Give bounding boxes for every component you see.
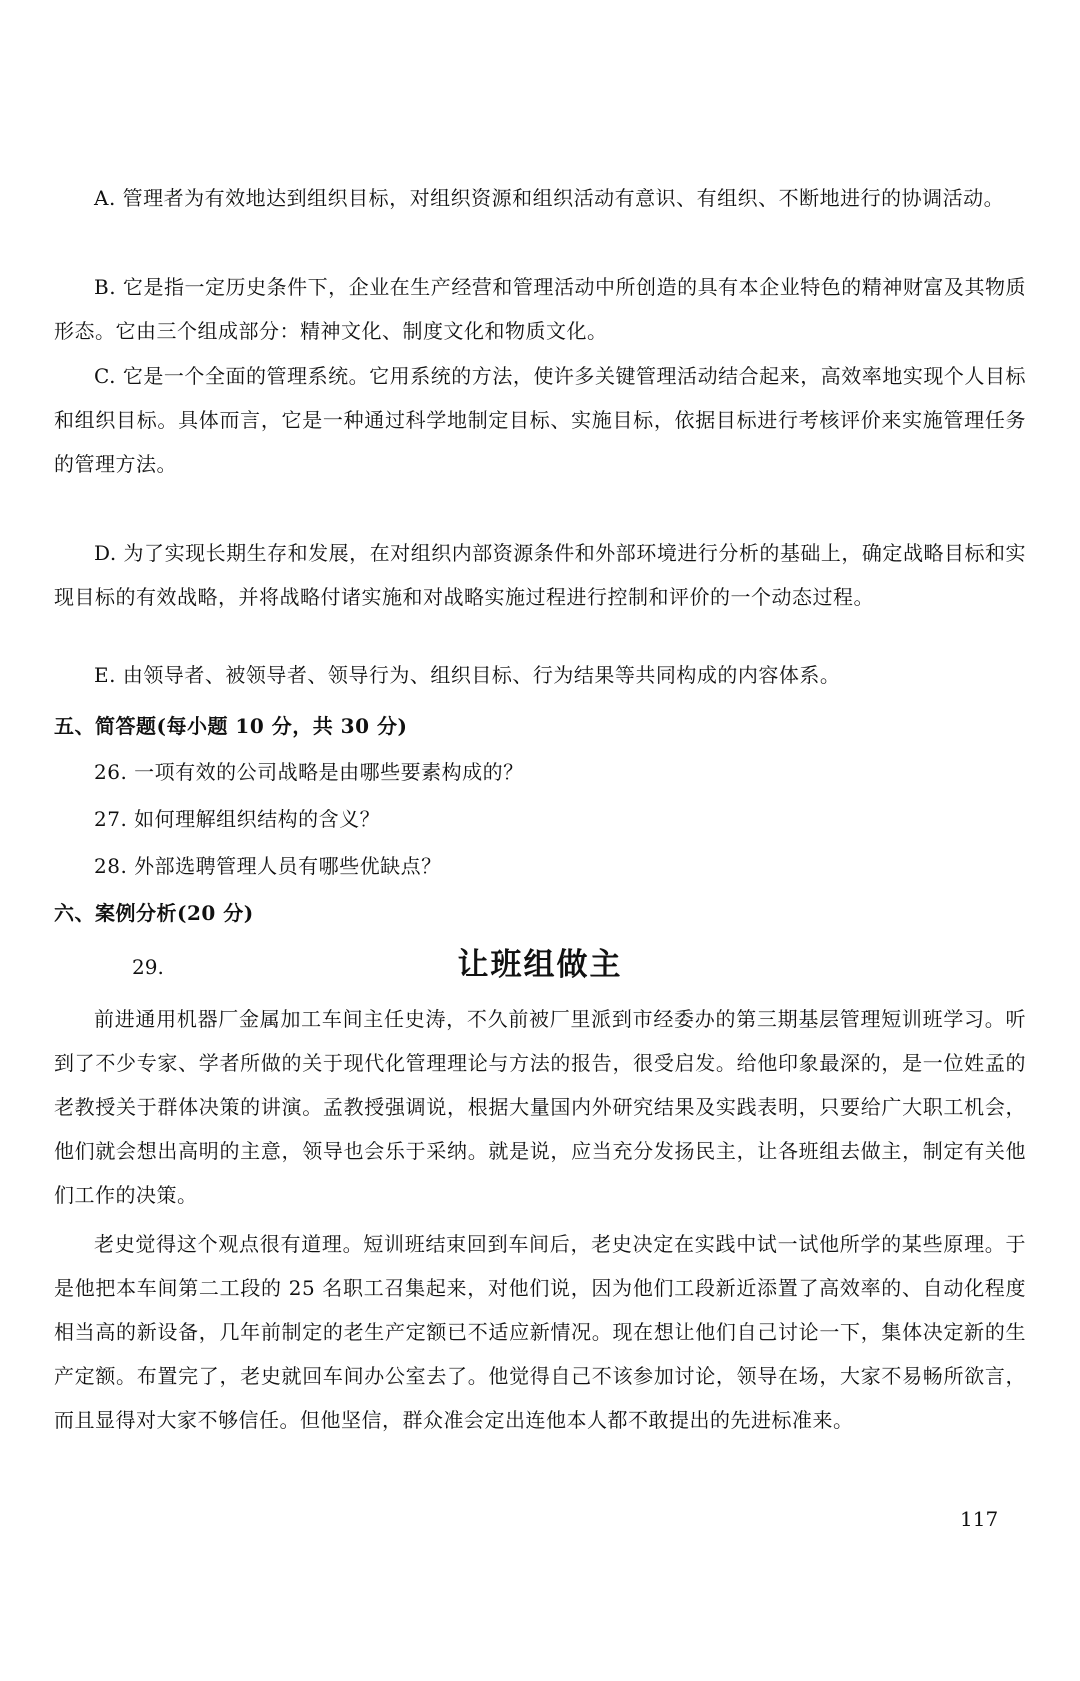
case-paragraph: 老史觉得这个观点很有道理。短训班结束回到车间后，老史决定在实践中试一试他所学的某些原理。于是他把本车间第二工段的 25 名职工召集起来，对他们说，因为他们工段新近添置了高效率的、自动化程度相当高的新设备，几年前制定的老生产定额已不适应新情况。现在想让他们自己讨论一下，集体决定新的生产定额。布置完了，老史就回车间办公室去了。他觉得自己不该参加讨论，领导在场，大家不易畅所欲言，而且显得对大家不够信任。但他坚信，群众准会定出连他本人都不敢提出的先进标准来。 [54,1232,1026,1432]
option-c: C. 它是一个全面的管理系统。它用系统的方法，使许多关键管理活动结合起来，高效率地实现个人目标和组织目标。具体而言，它是一种通过科学地制定目标、实施目标，依据目标进行考核评价来实施管理任务的管理方法。 [54,364,1026,476]
section-heading-short-answer: 五、简答题(每小题 10 分，共 30 分) [54,714,408,738]
option-d: D. 为了实现长期生存和发展，在对组织内部资源条件和外部环境进行分析的基础上，确定战略目标和实现目标的有效战略，并将战略付诸实施和对战略实施过程进行控制和评价的一个动态过程。 [54,541,1026,609]
case-number: 29. [132,955,164,979]
page-number: 117 [960,1507,999,1531]
option-b: B. 它是指一定历史条件下，企业在生产经营和管理活动中所创造的具有本企业特色的精神财富及其物质形态。它由三个组成部分：精神文化、制度文化和物质文化。 [54,275,1026,343]
case-title: 让班组做主 [457,947,623,983]
case-paragraph: 前进通用机器厂金属加工车间主任史涛，不久前被厂里派到市经委办的第三期基层管理短训班学习。听到了不少专家、学者所做的关于现代化管理理论与方法的报告，很受启发。给他印象最深的，是一位姓孟的老教授关于群体决策的讲演。孟教授强调说，根据大量国内外研究结果及实践表明，只要给广大职工机会，他们就会想出高明的主意，领导也会乐于采纳。就是说，应当充分发扬民主，让各班组去做主，制定有关他们工作的决策。 [54,1007,1026,1207]
option-e: E. 由领导者、被领导者、领导行为、组织目标、行为结果等共同构成的内容体系。 [94,663,841,687]
question-26: 26. 一项有效的公司战略是由哪些要素构成的？ [94,760,524,784]
section-heading-case-analysis: 六、案例分析(20 分) [54,901,254,925]
question-28: 28. 外部选聘管理人员有哪些优缺点？ [94,854,442,878]
option-a: A. 管理者为有效地达到组织目标，对组织资源和组织活动有意识、有组织、不断地进行的协调活动。 [94,186,1005,210]
question-27: 27. 如何理解组织结构的含义？ [94,807,381,831]
